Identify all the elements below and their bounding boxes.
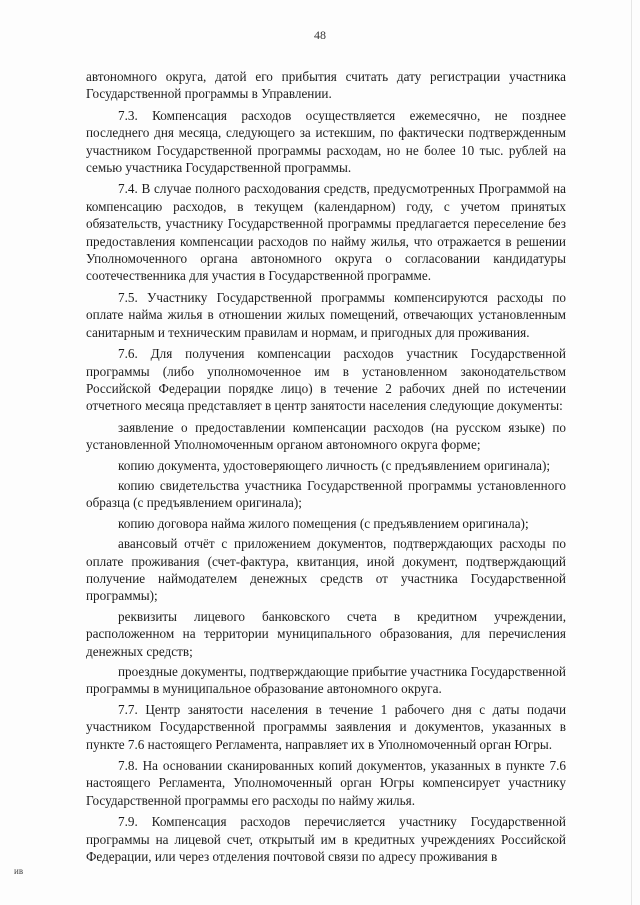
paragraph-7-8: 7.8. На основании сканированных копий документов, указанных в пункте 7.6 настоящего Регламента, Уполномоченный орган Югры компенсирует участнику Государственной программы его расходы по найму жилья. — [86, 758, 566, 808]
list-item-application: заявление о предоставлении компенсации расходов (на русском языке) по установленной Уполномоченным органом автономного округа форме; — [86, 419, 566, 453]
paragraph-7-9: 7.9. Компенсация расходов перечисляется участнику Государственной программы на лицевой счет, открытый им в кредитных учреждениях Российской Федерации, или через отделения почтовой связи по адресу проживания в — [86, 814, 566, 865]
scan-edge-shadow — [631, 0, 632, 905]
paragraph-7-4: 7.4. В случае полного расходования средств, предусмотренных Программой на компенсацию расходов, в текущем (календарном) году, с учетом принятых обязательств, участнику Государственной программы предлагается переселение без предоставления компенсации расходов по найму жилья, что отражается в решении Уполномоченного органа автономного округа о согласовании кандидатуры соотечественника для участия в Государственной программе. — [86, 181, 566, 284]
list-item-lease-copy: копию договора найма жилого помещения (с предъявлением оригинала); — [118, 515, 529, 531]
page-number: 48 — [314, 28, 326, 42]
list-item-expense-report: авансовый отчёт с приложением документов, подтверждающих расходы по оплате проживания (счет-фактура, квитанция, иной документ, подтверждающий получение наймодателем денежных средств от участника Государственной программы); — [86, 536, 566, 604]
paragraph-continuation: автономного округа, датой его прибытия считать дату регистрации участника Государственной программы в Управлении. — [86, 69, 566, 102]
paragraph-7-6: 7.6. Для получения компенсации расходов участник Государственной программы (либо уполномоченное им в установленном законодательством Российской Федерации порядке лицо) в течение 2 рабочих дней по истечении отчетного месяца представляет в центр занятости населения следующие документы: — [86, 346, 566, 414]
document-body — [86, 68, 566, 869]
list-item-identity-copy: копию документа, удостоверяющего личность (с предъявлением оригинала); — [118, 457, 551, 473]
list-item-bank-details: реквизиты лицевого банковского счета в кредитном учреждении, расположенном на территории муниципального образования, для перечисления денежных средств; — [86, 608, 566, 659]
paragraph-7-3: 7.3. Компенсация расходов осуществляется ежемесячно, не позднее последнего дня месяца, следующего за истекшим, по фактически подтвержденным участником Государственной программы расходам, но не более 10 тыс. рублей на семью участника Государственной программы. — [86, 107, 566, 176]
paragraph-7-7: 7.7. Центр занятости населения в течение 1 рабочего дня с даты подачи участником Государственной программы заявления и документов, указанных в пункте 7.6 настоящего Регламента, направляет их в Уполномоченный орган Югры. — [86, 701, 566, 752]
footer-mark: ив — [14, 866, 24, 876]
paragraph-7-5: 7.5. Участнику Государственной программы компенсируются расходы по оплате найма жилья в отношении жилых помещений, отвечающих установленным санитарным и техническим правилам и нормам, и пригодных для проживания. — [86, 289, 566, 340]
list-item-travel-documents: проездные документы, подтверждающие прибытие участника Государственной программы в муниципальное образование автономного округа. — [86, 664, 566, 697]
list-item-certificate-copy: копию свидетельства участника Государственной программы установленного образца (с предъявлением оригинала); — [86, 477, 566, 511]
